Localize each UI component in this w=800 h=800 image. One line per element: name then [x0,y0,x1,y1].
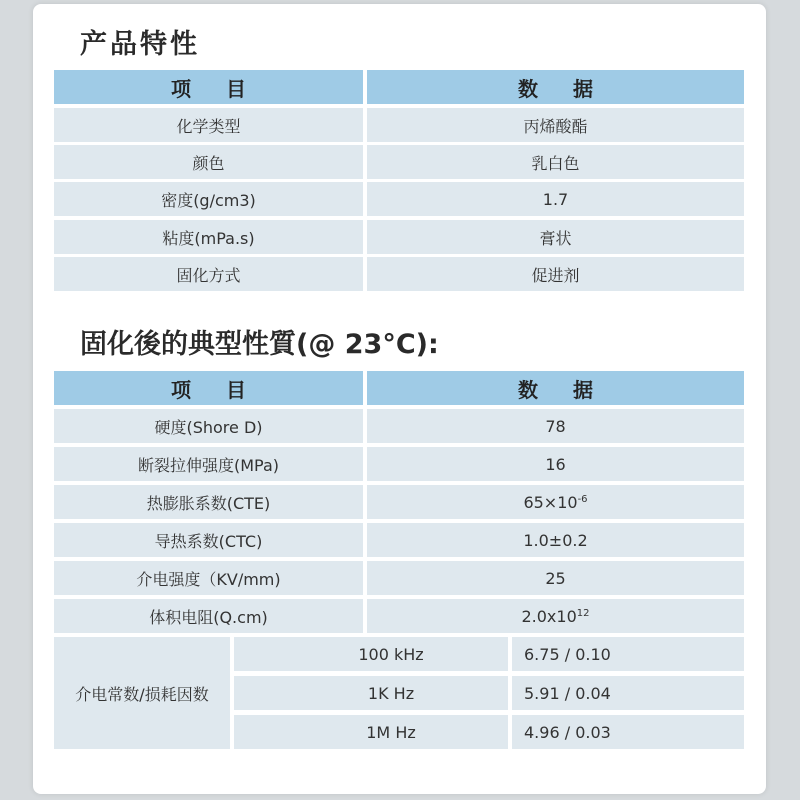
row-value [367,409,744,443]
row-item: 颜色 [54,145,363,179]
dielectric-value: 4.96 / 0.03 [512,715,744,749]
table-header-row [54,70,744,104]
row-item: 体积电阻(Q.cm) [54,599,363,633]
value-text: 25 [545,568,566,588]
row-value [367,447,744,481]
row-item: 密度(g/cm3) [54,182,363,216]
row-value [367,561,744,595]
table-row [54,485,744,519]
table-row [54,108,744,142]
table-row [54,447,744,481]
frequency-cell: 1K Hz [234,676,508,710]
dielectric-value: 5.91 / 0.04 [512,676,744,710]
header-item: 项 目 [54,371,363,405]
row-item: 断裂拉伸强度(MPa) [54,447,363,481]
table-row [54,409,744,443]
row-value: 丙烯酸酯 [367,108,744,142]
frequency-cell: 1M Hz [234,715,508,749]
section-title-product-features: 产品特性 [80,29,200,60]
header-data: 数 据 [367,70,744,104]
row-value: 膏状 [367,220,744,254]
table-row [54,523,744,557]
table-row [54,599,744,633]
dielectric-value: 6.75 / 0.10 [512,637,744,671]
table-row [54,182,744,216]
row-item: 化学类型 [54,108,363,142]
row-value: 促进剂 [367,257,744,291]
value-text: 1.0±0.2 [523,530,588,550]
row-value: 1.7 [367,182,744,216]
table-row [54,257,744,291]
dielectric-label: 介电常数/损耗因数 [54,637,230,749]
value-text: 78 [545,416,566,436]
cured-properties-table [54,371,744,749]
row-value: 乳白色 [367,145,744,179]
row-item: 热膨胀系数(CTE) [54,485,363,519]
row-item: 粘度(mPa.s) [54,220,363,254]
product-features-table [54,70,744,295]
row-item: 介电强度（KV/mm) [54,561,363,595]
value-text: 16 [545,454,566,474]
row-value [367,523,744,557]
row-item: 导热系数(CTC) [54,523,363,557]
dielectric-block [54,637,744,749]
value-text: 65×10 [523,492,578,512]
section-title-cured-properties: 固化後的典型性質(@ 23°C): [80,329,439,360]
table-row [54,561,744,595]
row-item: 硬度(Shore D) [54,409,363,443]
table-row [54,145,744,179]
table-header-row [54,371,744,405]
value-text: 2.0x10 [521,606,577,626]
header-data: 数 据 [367,371,744,405]
table-row [54,220,744,254]
frequency-cell: 100 kHz [234,637,508,671]
row-value: 65×10 $^{-6}$ [367,485,744,519]
header-item: 项 目 [54,70,363,104]
row-value: 2.0x10 $^{12}$ [367,599,744,633]
row-item: 固化方式 [54,257,363,291]
